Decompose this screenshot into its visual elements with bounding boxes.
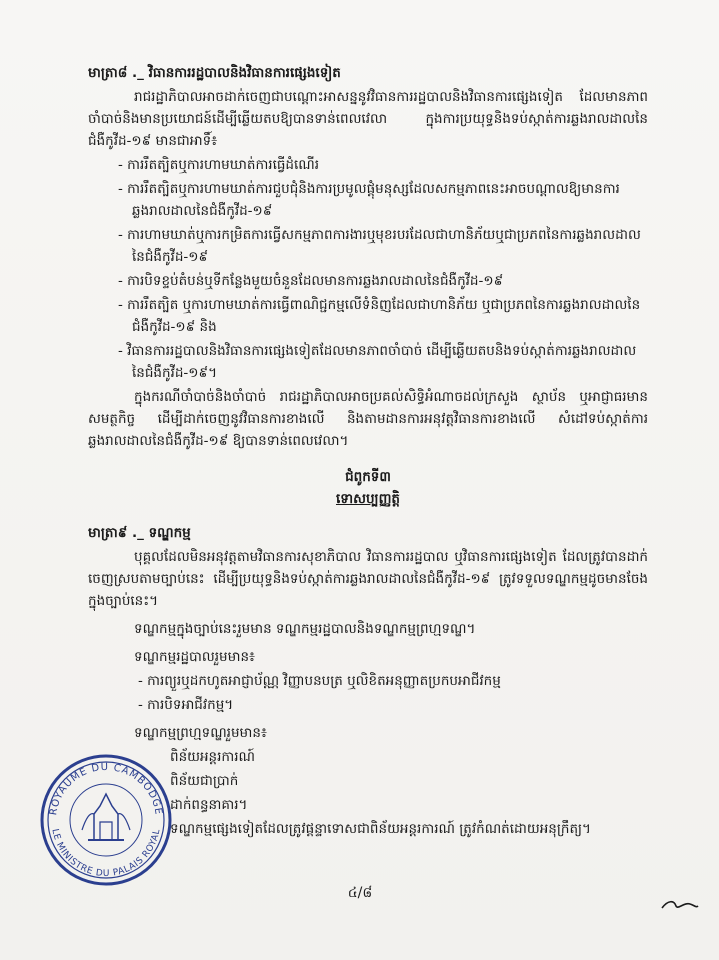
- signature-mark-icon: [660, 896, 700, 914]
- article-8-intro: រាជរដ្ឋាភិបាលអាចដាក់ចេញជាបណ្ដោះអាសន្ននូវវិធានការរដ្ឋបាលនិងវិធានការផ្សេងទៀត ដែលមានភាពចាំបាច់និងមានប្រយោជន៍ដើម្បីឆ្លើយតបឱ្យបានទាន់ពេលវេលា ក្នុងការប្រយុទ្ធនិងទប់ស្កាត់ការឆ្លងរាលដាលនៃជំងឺកូវីដ-១៩ មានជាអាទិ៍៖: [88, 89, 648, 149]
- royal-seal-icon: [38, 752, 174, 888]
- article-8-bullet: - ការរឹតត្បិតឬការហាមឃាត់ការជួបជុំនិងការប្រមូលផ្ដុំមនុស្សដែលសកម្មភាពនេះអាចបណ្ដាលឱ្យមានការឆ្លងរាលដាលនៃជំងឺកូវីដ-១៩: [118, 181, 620, 219]
- article-9-admin-item: - ការបិទអាជីវកម្ម។: [138, 697, 234, 713]
- article-8-bullet: - ការហាមឃាត់ឬការកម្រិតការធ្វើសកម្មភាពការងារឬមុខរបរដែលជាហានិភ័យឬជាប្រភពនៃការឆ្លងរាលដាលនៃជំងឺកូវីដ-១៩: [118, 227, 641, 265]
- page-number: ៤/៨: [347, 885, 373, 901]
- chapter-title: ទោសប្បញ្ញត្តិ: [335, 491, 400, 507]
- article-9-heading: មាត្រា៩ ._ ទណ្ឌកម្ម: [88, 525, 191, 541]
- article-9-criminal-label: ទណ្ឌកម្មព្រហ្មទណ្ឌរួមមាន៖: [134, 725, 267, 741]
- seal-text-bottom: LE MINISTRE DU PALAIS ROYAL: [49, 828, 163, 880]
- document-body: [88, 62, 648, 842]
- article-8-bullet: - ការបិទខ្ទប់តំបន់ឬទីកន្លែងមួយចំនួនដែលមានការឆ្លងរាលដាលនៃជំងឺកូវីដ-១៩: [118, 273, 504, 289]
- seal-text-top: ROYAUME DU CAMBODGE: [48, 761, 164, 817]
- article-9-admin-label: ទណ្ឌកម្មរដ្ឋបាលរួមមាន៖: [134, 649, 255, 665]
- article-9-criminal-item: ពិន័យជាប្រាក់: [170, 773, 239, 789]
- chapter-number: ជំពូកទី៣: [345, 469, 391, 485]
- article-9-last-line: ទណ្ឌកម្មផ្សេងទៀតដែលត្រូវផ្ដន្ទាទោសជាពិន័យអន្តរការណ៍ ត្រូវកំណត់ដោយអនុក្រឹត្យ។: [170, 821, 591, 837]
- article-9-intro: បុគ្គលដែលមិនអនុវត្តតាមវិធានការសុខាភិបាល វិធានការរដ្ឋបាល ឬវិធានការផ្សេងទៀត ដែលត្រូវបានដាក់ចេញស្របតាមច្បាប់នេះ ដើម្បីប្រយុទ្ធនិងទប់ស្កាត់ការឆ្លងរាលដាលនៃជំងឺកូវីដ-១៩ ត្រូវទទួលទណ្ឌកម្មដូចមានចែងក្នុងច្បាប់នេះ។: [88, 549, 648, 609]
- article-9-admin-item: - ការព្យួរឬដកហូតអាជ្ញាប័ណ្ណ វិញ្ញាបនបត្រ ឬលិខិតអនុញ្ញាតប្រកបអាជីវកម្ម: [138, 673, 501, 689]
- article-8-bullet: - ការរឹតត្បិត ឬការហាមឃាត់ការធ្វើពាណិជ្ជកម្មលើទំនិញដែលជាហានិភ័យ ឬជាប្រភពនៃការឆ្លងរាលដាលនៃជំងឺកូវីដ-១៩ និង: [118, 297, 641, 335]
- article-8-bullet: - ការរឹតត្បិតឬការហាមឃាត់ការធ្វើដំណើរ: [118, 157, 320, 173]
- article-8-bullet: - វិធានការរដ្ឋបាលនិងវិធានការផ្សេងទៀតដែលមានភាពចាំបាច់ ដើម្បីឆ្លើយតបនិងទប់ស្កាត់ការឆ្លងរាលដាលនៃជំងឺកូវីដ-១៩។: [118, 343, 637, 381]
- article-9-criminal-item: ដាក់ពន្ធនាគារ។: [170, 797, 248, 813]
- article-8-closing: ក្នុងករណីចាំបាច់និងចាំបាច់ រាជរដ្ឋាភិបាលអាចប្រគល់សិទ្ធិអំណាចដល់ក្រសួង ស្ថាប័ន ឬអាជ្ញាធរមានសមត្ថកិច្ច ដើម្បីដាក់ចេញនូវវិធានការខាងលើ និងតាមដានការអនុវត្តវិធានការខាងលើ សំដៅទប់ស្កាត់ការឆ្លងរាលដាលនៃជំងឺកូវីដ-១៩ ឱ្យបានទាន់ពេលវេលា។: [88, 389, 648, 449]
- article-9-types: ទណ្ឌកម្មក្នុងច្បាប់នេះរួមមាន ទណ្ឌកម្មរដ្ឋបាលនិងទណ្ឌកម្មព្រហ្មទណ្ឌ។: [134, 621, 476, 637]
- article-9-criminal-item: ពិន័យអន្តរការណ៍: [170, 749, 256, 765]
- article-8-heading: មាត្រា៨ ._ វិធានការរដ្ឋបាលនិងវិធានការផ្សេងទៀត: [88, 65, 341, 81]
